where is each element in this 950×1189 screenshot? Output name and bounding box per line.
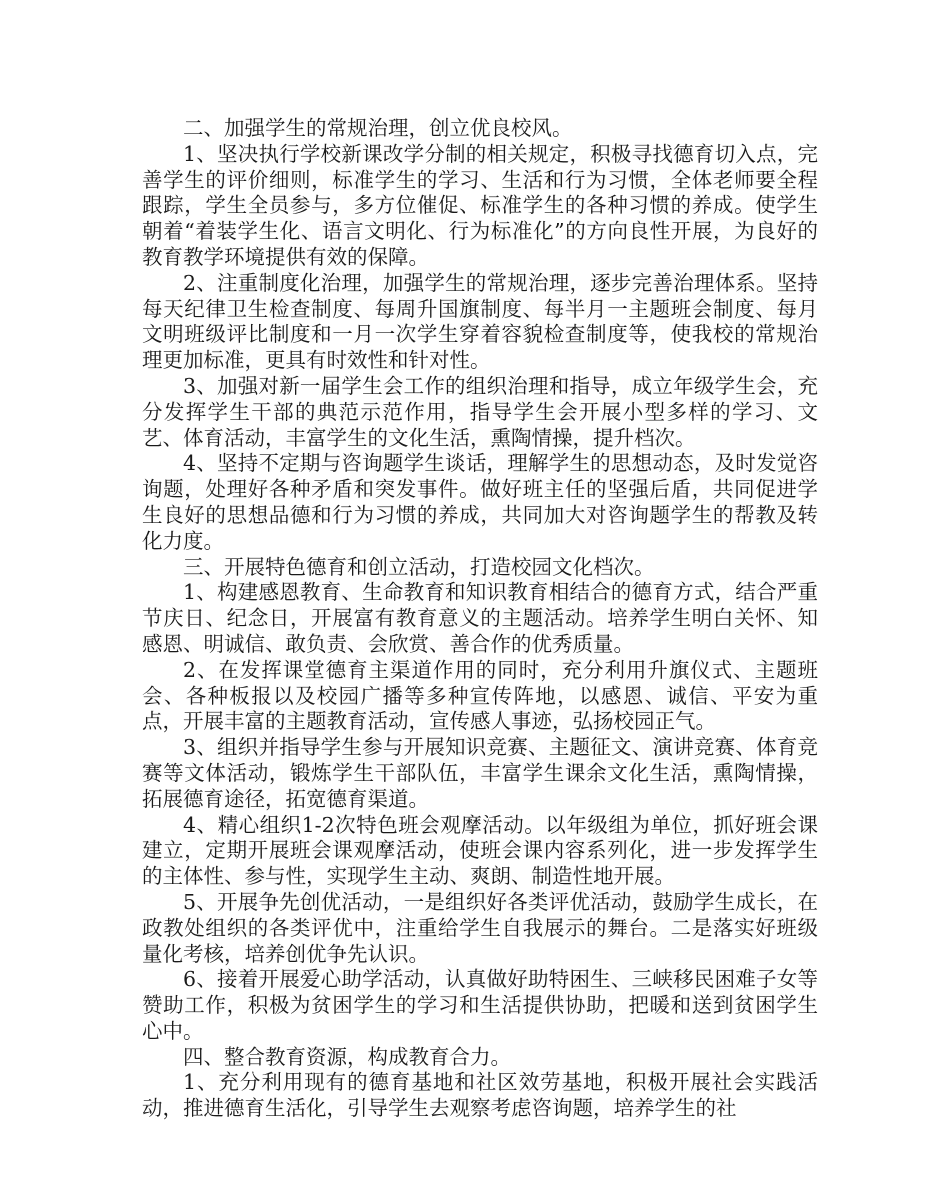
paragraph: 1、坚决执行学校新课改学分制的相关规定，积极寻找德育切入点，完善学生的评价细则，标准学生的学习、生活和行为习惯，全体老师要全程跟踪，学生全员参与，多方位催促、标准学生的各种习惯的养成。使学生朝着“着装学生化、语言文明化、行为标准化”的方向良性开展，为良好的教育教学环境提供有效的保障。	[142, 141, 818, 269]
paragraph: 2、在发挥课堂德育主渠道作用的同时，充分利用升旗仪式、主题班会、各种板报以及校园广播等多种宣传阵地，以感恩、诚信、平安为重点，开展丰富的主题教育活动，宣传感人事迹，弘扬校园正气。	[142, 657, 818, 734]
paragraph: 5、开展争先创优活动，一是组织好各类评优活动，鼓励学生成长，在政教处组织的各类评优中，注重给学生自我展示的舞台。二是落实好班级量化考核，培养创优争先认识。	[142, 889, 818, 966]
section-heading: 四、整合教育资源，构成教育合力。	[183, 1044, 511, 1069]
paragraph: 4、坚持不定期与咨询题学生谈话，理解学生的思想动态，及时发觉咨询题，处理好各种矛盾和突发事件。做好班主任的坚强后盾，共同促进学生良好的思想品德和行为习惯的养成，共同加大对咨询题学生的帮教及转化力度。	[142, 451, 818, 553]
paragraph: 1、充分利用现有的德育基地和社区效劳基地，积极开展社会实践活动，推进德育生活化，引导学生去观察考虑咨询题，培养学生的社	[142, 1070, 818, 1121]
paragraph: 2、注重制度化治理，加强学生的常规治理，逐步完善治理体系。坚持每天纪律卫生检查制度、每周升国旗制度、每半月一主题班会制度、每月文明班级评比制度和一月一次学生穿着容貌检查制度等，使我校的常规治理更加标准，更具有时效性和针对性。	[142, 270, 818, 373]
paragraph: 1、构建感恩教育、生命教育和知识教育相结合的德育方式，结合严重节庆日、纪念日，开展富有教育意义的主题活动。培养学生明白关怀、知感恩、明诚信、敢负责、会欣赏、善合作的优秀质量。	[142, 580, 818, 656]
document-body	[142, 116, 818, 1122]
paragraph: 6、接着开展爱心助学活动，认真做好助特困生、三峡移民困难子女等赞助工作，积极为贫困学生的学习和生活提供协助，把暖和送到贫困学生心中。	[142, 967, 818, 1043]
paragraph: 4、精心组织1-2次特色班会观摩活动。以年级组为单位，抓好班会课建立，定期开展班会课观摩活动，使班会课内容系列化，进一步发挥学生的主体性、参与性，实现学生主动、爽朗、制造性地开展。	[142, 812, 818, 889]
section-heading: 二、加强学生的常规治理，创立优良校风。	[183, 116, 573, 140]
paragraph: 3、加强对新一届学生会工作的组织治理和指导，成立年级学生会，充分发挥学生干部的典范示范作用，指导学生会开展小型多样的学习、文艺、体育活动，丰富学生的文化生活，熏陶情操，提升档次。	[142, 373, 818, 450]
section-heading: 三、开展特色德育和创立活动，打造校园文化档次。	[183, 554, 655, 579]
paragraph: 3、组织并指导学生参与开展知识竞赛、主题征文、演讲竞赛、体育竞赛等文体活动，锻炼学生干部队伍，丰富学生课余文化生活，熏陶情操，拓展德育途径，拓宽德育渠道。	[142, 735, 818, 811]
